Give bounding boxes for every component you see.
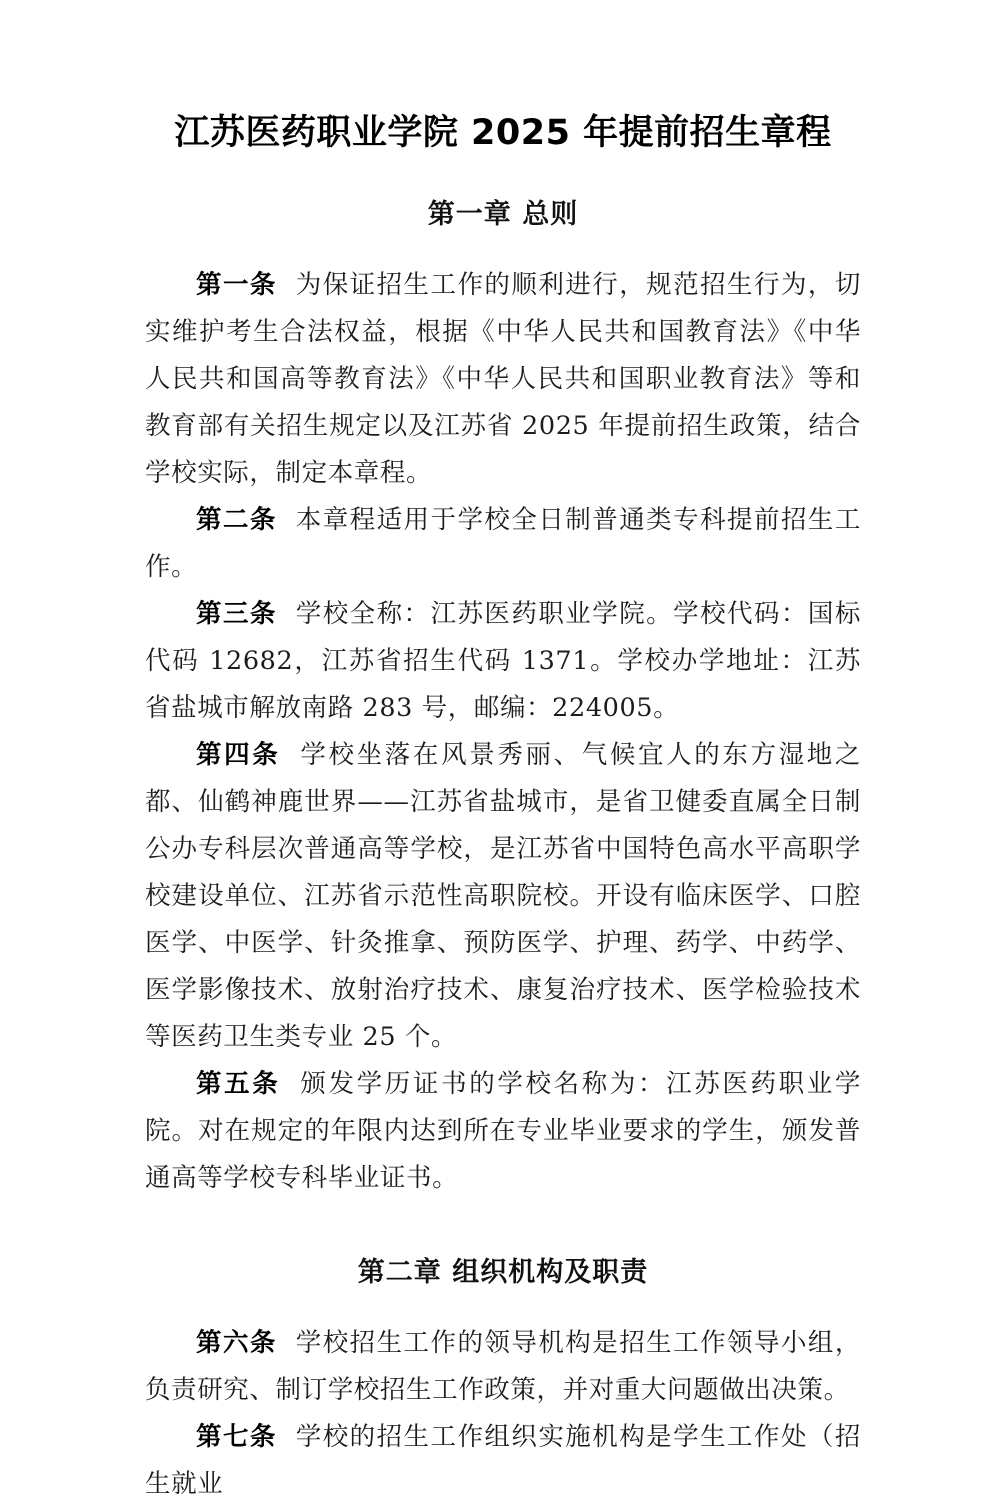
article-1-label: 第一条: [196, 269, 277, 300]
article-4-text: 学校坐落在风景秀丽、气候宜人的东方湿地之都、仙鹤神鹿世界——江苏省盐城市，是省卫健委直属全日制公办专科层次普通高等学校，是江苏省中国特色高水平高职学校建设单位、江苏省示范性高职院校。开设有临床医学、口腔医学、中医学、针灸推拿、预防医学、护理、药学、中药学、医学影像技术、放射治疗技术、康复治疗技术、医学检验技术等医药卫生类专业 25 个。: [145, 739, 861, 1052]
article-4-label: 第四条: [196, 739, 281, 770]
article-6-text: 学校招生工作的领导机构是招生工作领导小组，负责研究、制订学校招生工作政策，并对重大问题做出决策。: [145, 1327, 861, 1405]
article-5-label: 第五条: [196, 1068, 281, 1099]
article-1-text: 为保证招生工作的顺利进行，规范招生行为，切实维护考生合法权益，根据《中华人民共和国教育法》《中华人民共和国高等教育法》《中华人民共和国职业教育法》等和教育部有关招生规定以及江苏省 2025 年提前招生政策，结合学校实际，制定本章程。: [145, 269, 861, 488]
chapter-heading-1: 第一章 总则: [427, 199, 579, 230]
article-2-text: 本章程适用于学校全日制普通类专科提前招生工作。: [145, 504, 861, 582]
article-7-text: 学校的招生工作组织实施机构是学生工作处（招生就业: [145, 1421, 861, 1499]
article-6: [145, 1320, 861, 1414]
chapter-1-heading-spacer: [145, 232, 861, 262]
article-2-label: 第二条: [196, 504, 277, 535]
article-5: [145, 1061, 861, 1202]
article-5-text: 颁发学历证书的学校名称为：江苏医药职业学院。对在规定的年限内达到所在专业毕业要求的学生，颁发普通高等学校专科毕业证书。: [145, 1068, 861, 1193]
article-7-label: 第七条: [196, 1421, 277, 1452]
article-6-label: 第六条: [196, 1327, 277, 1358]
document-content: [145, 0, 861, 1508]
article-3: [145, 591, 861, 732]
page-title: 江苏医药职业学院 2025 年提前招生章程: [174, 113, 832, 153]
article-3-text: 学校全称：江苏医药职业学院。学校代码：国标代码 12682，江苏省招生代码 1371。学校办学地址：江苏省盐城市解放南路 283 号，邮编：224005。: [145, 598, 861, 723]
article-1: [145, 262, 861, 497]
article-4: [145, 732, 861, 1061]
chapter-2-spacer-top: [145, 1202, 861, 1220]
chapter-heading-2: 第二章 组织机构及职责: [357, 1256, 649, 1288]
chapter-2-heading-spacer: [145, 1290, 861, 1320]
article-7: [145, 1414, 861, 1508]
article-2: [145, 497, 861, 591]
article-3-label: 第三条: [196, 598, 277, 629]
